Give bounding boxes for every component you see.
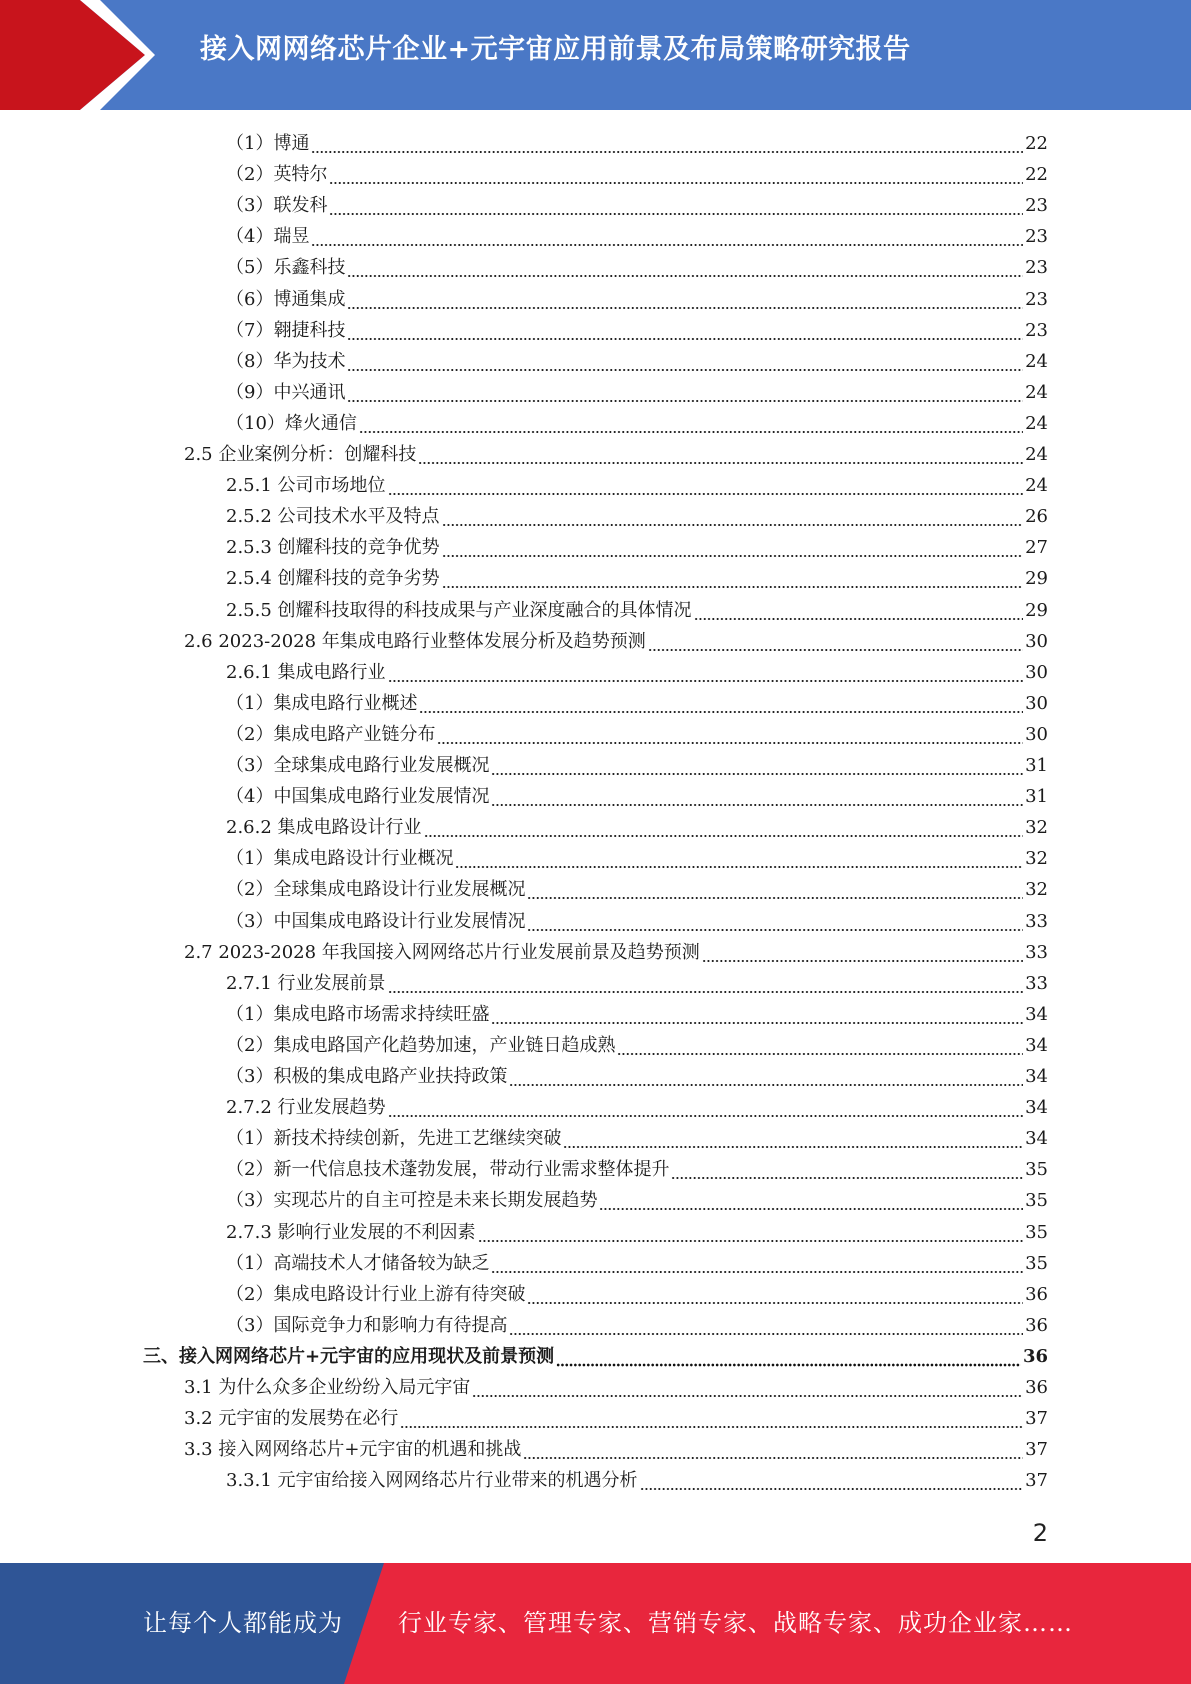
toc-dot-leader xyxy=(347,377,1023,408)
toc-entry-label: （7）翱捷科技 xyxy=(226,319,346,341)
toc-entry[interactable] xyxy=(226,221,1048,252)
toc-entry-page: 35 xyxy=(1025,1221,1048,1243)
toc-entry[interactable] xyxy=(226,1092,1048,1123)
toc-entry-page: 37 xyxy=(1025,1470,1048,1492)
toc-entry-label: （1）新技术持续创新，先进工艺继续突破 xyxy=(226,1128,562,1150)
toc-entry-label: （2）新一代信息技术蓬勃发展，带动行业需求整体提升 xyxy=(226,1159,670,1181)
toc-entry[interactable] xyxy=(226,128,1048,159)
toc-entry[interactable] xyxy=(226,1465,1048,1496)
toc-dot-leader xyxy=(437,719,1023,750)
toc-dot-leader xyxy=(617,1030,1023,1061)
toc-entry[interactable] xyxy=(226,968,1048,999)
toc-dot-leader xyxy=(424,812,1024,843)
toc-dot-leader xyxy=(491,750,1023,781)
toc-entry-label: （1）集成电路设计行业概况 xyxy=(226,848,454,870)
toc-dot-leader xyxy=(311,128,1023,159)
toc-entry-label: （1）集成电路市场需求持续旺盛 xyxy=(226,1003,490,1025)
toc-dot-leader xyxy=(599,1185,1023,1216)
toc-entry-label: （10）烽火通信 xyxy=(226,412,357,434)
toc-entry[interactable] xyxy=(226,719,1048,750)
toc-entry[interactable] xyxy=(184,1434,1048,1465)
toc-dot-leader xyxy=(347,346,1023,377)
toc-dot-leader xyxy=(648,626,1023,657)
toc-dot-leader xyxy=(556,1341,1021,1372)
toc-entry-page: 37 xyxy=(1025,1408,1048,1430)
toc-entry-label: 3.1 为什么众多企业纷纷入局元宇宙 xyxy=(184,1377,471,1398)
toc-entry[interactable] xyxy=(226,843,1048,874)
toc-entry-label: 三、接入网网络芯片+元宇宙的应用现状及前景预测 xyxy=(143,1345,555,1367)
toc-dot-leader xyxy=(491,1248,1023,1279)
toc-dot-leader xyxy=(329,190,1023,221)
toc-entry-page: 23 xyxy=(1025,226,1048,248)
toc-entry[interactable] xyxy=(226,1217,1048,1248)
toc-entry-label: 2.6 2023-2028 年集成电路行业整体发展分析及趋势预测 xyxy=(184,630,646,652)
toc-entry-page: 35 xyxy=(1025,1252,1048,1274)
toc-entry-label: 2.5.2 公司技术水平及特点 xyxy=(226,506,440,528)
toc-dot-leader xyxy=(563,1123,1023,1154)
toc-entry-page: 37 xyxy=(1025,1439,1048,1461)
toc-dot-leader xyxy=(359,408,1023,439)
toc-entry-label: 2.6.1 集成电路行业 xyxy=(226,661,386,683)
toc-dot-leader xyxy=(388,657,1024,688)
toc-entry-label: 2.5.5 创耀科技取得的科技成果与产业深度融合的具体情况 xyxy=(226,599,692,621)
toc-entry-label: 2.7.2 行业发展趋势 xyxy=(226,1097,386,1119)
toc-entry-label: （3）联发科 xyxy=(226,195,328,217)
toc-dot-leader xyxy=(455,843,1023,874)
toc-entry-label: （4）瑞昱 xyxy=(226,226,310,248)
toc-entry-page: 35 xyxy=(1025,1190,1048,1212)
toc-entry-page: 24 xyxy=(1025,475,1048,497)
toc-entry-page: 32 xyxy=(1025,848,1048,870)
toc-dot-leader xyxy=(442,501,1024,532)
toc-entry[interactable] xyxy=(226,1154,1048,1185)
toc-entry-label: （3）积极的集成电路产业扶持政策 xyxy=(226,1066,508,1087)
toc-dot-leader xyxy=(509,1310,1023,1341)
toc-entry-label: 2.6.2 集成电路设计行业 xyxy=(226,817,422,839)
toc-entry-label: （1）高端技术人才储备较为缺乏 xyxy=(226,1252,490,1274)
toc-entry-label: （2）全球集成电路设计行业发展概况 xyxy=(226,879,526,901)
toc-entry-page: 23 xyxy=(1025,319,1048,341)
toc-entry-page: 34 xyxy=(1025,1034,1048,1056)
toc-entry-page: 29 xyxy=(1025,568,1048,590)
toc-entry-page: 27 xyxy=(1025,537,1048,559)
toc-entry-label: 2.5.3 创耀科技的竞争优势 xyxy=(226,537,440,559)
toc-entry-label: 2.5 企业案例分析：创耀科技 xyxy=(184,444,417,465)
toc-dot-leader xyxy=(472,1372,1023,1403)
toc-entry-label: （3）实现芯片的自主可控是未来长期发展趋势 xyxy=(226,1190,598,1212)
toc-dot-leader xyxy=(388,968,1024,999)
toc-dot-leader xyxy=(419,688,1023,719)
toc-entry-page: 23 xyxy=(1025,195,1048,217)
toc-entry[interactable] xyxy=(226,1310,1048,1341)
toc-dot-leader xyxy=(640,1465,1024,1496)
page-number: 2 xyxy=(1032,1519,1048,1547)
toc-entry-page: 34 xyxy=(1025,1003,1048,1025)
toc-entry[interactable] xyxy=(226,501,1048,532)
toc-entry-label: （3）国际竞争力和影响力有待提高 xyxy=(226,1314,508,1336)
toc-entry-page: 24 xyxy=(1025,444,1048,465)
toc-entry[interactable] xyxy=(184,1403,1048,1434)
toc-entry-page: 23 xyxy=(1025,257,1048,279)
toc-entry[interactable] xyxy=(226,781,1048,812)
toc-entry-label: （9）中兴通讯 xyxy=(226,381,346,403)
toc-entry[interactable] xyxy=(226,377,1048,408)
toc-entry-label: （1）集成电路行业概述 xyxy=(226,692,418,714)
toc-entry-label: （1）博通 xyxy=(226,133,310,154)
toc-dot-leader xyxy=(527,874,1023,905)
toc-entry-label: 2.7.3 影响行业发展的不利因素 xyxy=(226,1221,476,1243)
toc-entry[interactable] xyxy=(226,408,1048,439)
toc-dot-leader xyxy=(491,781,1023,812)
toc-dot-leader xyxy=(478,1217,1024,1248)
toc-dot-leader xyxy=(347,315,1023,346)
toc-entry[interactable] xyxy=(226,563,1048,594)
toc-dot-leader xyxy=(347,252,1023,283)
toc-entry[interactable] xyxy=(184,626,1048,657)
toc-entry[interactable] xyxy=(226,315,1048,346)
toc-entry-page: 30 xyxy=(1025,630,1048,652)
toc-entry-page: 30 xyxy=(1025,692,1048,714)
toc-entry-page: 36 xyxy=(1025,1377,1048,1398)
toc-entry[interactable] xyxy=(143,1341,1048,1372)
toc-dot-leader xyxy=(523,1434,1023,1465)
toc-entry[interactable] xyxy=(226,1030,1048,1061)
toc-entry[interactable] xyxy=(226,750,1048,781)
toc-dot-leader xyxy=(388,470,1024,501)
toc-dot-leader xyxy=(400,1403,1023,1434)
toc-entry-label: 3.2 元宇宙的发展势在必行 xyxy=(184,1408,399,1430)
toc-entry[interactable] xyxy=(226,657,1048,688)
toc-dot-leader xyxy=(347,284,1023,315)
toc-entry[interactable] xyxy=(226,1185,1048,1216)
toc-entry-label: （3）中国集成电路设计行业发展情况 xyxy=(226,910,526,932)
toc-entry[interactable] xyxy=(184,937,1048,968)
toc-dot-leader xyxy=(527,1279,1023,1310)
toc-entry-page: 33 xyxy=(1025,941,1048,963)
toc-entry-page: 23 xyxy=(1025,288,1048,310)
toc-entry[interactable] xyxy=(184,1372,1048,1403)
toc-entry[interactable] xyxy=(184,439,1048,470)
toc-entry-label: 2.5.1 公司市场地位 xyxy=(226,475,386,497)
toc-entry[interactable] xyxy=(226,1061,1048,1092)
toc-entry-page: 33 xyxy=(1025,972,1048,994)
toc-entry[interactable] xyxy=(226,874,1048,905)
toc-entry[interactable] xyxy=(226,595,1048,626)
footer-slogan-left: 让每个人都能成为 xyxy=(143,1609,343,1637)
toc-dot-leader xyxy=(311,221,1023,252)
toc-entry-page: 32 xyxy=(1025,879,1048,901)
toc-entry-label: 2.7.1 行业发展前景 xyxy=(226,972,386,994)
toc-dot-leader xyxy=(702,937,1023,968)
toc-entry-page: 34 xyxy=(1025,1066,1048,1087)
toc-dot-leader xyxy=(671,1154,1023,1185)
toc-entry-page: 36 xyxy=(1025,1283,1048,1305)
toc-entry-label: （2）集成电路产业链分布 xyxy=(226,723,436,745)
toc-dot-leader xyxy=(442,563,1024,594)
toc-entry-label: 3.3 接入网网络芯片+元宇宙的机遇和挑战 xyxy=(184,1439,522,1461)
toc-entry[interactable] xyxy=(226,284,1048,315)
page-footer xyxy=(0,1563,1191,1684)
page-header xyxy=(0,0,1191,110)
toc-entry-page: 36 xyxy=(1025,1314,1048,1336)
toc-entry[interactable] xyxy=(226,190,1048,221)
toc-entry[interactable] xyxy=(226,159,1048,190)
toc-entry-page: 24 xyxy=(1025,381,1048,403)
footer-slogan-right: 行业专家、管理专家、营销专家、战略专家、成功企业家…… xyxy=(398,1609,1073,1637)
toc-entry-label: （3）全球集成电路行业发展概况 xyxy=(226,755,490,776)
toc-entry-label: 2.5.4 创耀科技的竞争劣势 xyxy=(226,568,440,590)
toc-entry-label: （2）集成电路国产化趋势加速，产业链日趋成熟 xyxy=(226,1034,616,1056)
toc-entry-page: 31 xyxy=(1025,755,1048,776)
toc-entry[interactable] xyxy=(226,532,1048,563)
toc-entry[interactable] xyxy=(226,1123,1048,1154)
toc-entry-label: （6）博通集成 xyxy=(226,288,346,310)
toc-dot-leader xyxy=(329,159,1023,190)
toc-entry-label: （5）乐鑫科技 xyxy=(226,257,346,279)
toc-entry-label: （2）集成电路设计行业上游有待突破 xyxy=(226,1283,526,1305)
toc-dot-leader xyxy=(388,1092,1024,1123)
toc-entry-page: 26 xyxy=(1025,506,1048,528)
toc-dot-leader xyxy=(509,1061,1023,1092)
toc-entry-page: 22 xyxy=(1025,164,1048,186)
toc-entry[interactable] xyxy=(226,812,1048,843)
toc-entry[interactable] xyxy=(226,470,1048,501)
toc-dot-leader xyxy=(491,999,1023,1030)
toc-entry-page: 30 xyxy=(1025,661,1048,683)
toc-entry-page: 33 xyxy=(1025,910,1048,932)
toc-entry-label: （2）英特尔 xyxy=(226,164,328,186)
toc-entry-page: 34 xyxy=(1025,1128,1048,1150)
toc-dot-leader xyxy=(694,595,1024,626)
toc-entry[interactable] xyxy=(226,999,1048,1030)
toc-entry-page: 24 xyxy=(1025,350,1048,372)
toc-entry-page: 32 xyxy=(1025,817,1048,839)
toc-entry[interactable] xyxy=(226,906,1048,937)
toc-entry[interactable] xyxy=(226,346,1048,377)
toc-entry-page: 31 xyxy=(1025,786,1048,808)
toc-entry-label: 3.3.1 元宇宙给接入网网络芯片行业带来的机遇分析 xyxy=(226,1470,638,1492)
toc-entry-label: 2.7 2023-2028 年我国接入网网络芯片行业发展前景及趋势预测 xyxy=(184,941,700,963)
toc-dot-leader xyxy=(442,532,1024,563)
toc-entry[interactable] xyxy=(226,252,1048,283)
toc-entry-page: 29 xyxy=(1025,599,1048,621)
toc-dot-leader xyxy=(418,439,1023,470)
toc-entry-page: 34 xyxy=(1025,1097,1048,1119)
toc-entry-label: （8）华为技术 xyxy=(226,350,346,372)
toc-entry-page: 30 xyxy=(1025,723,1048,745)
toc-entry[interactable] xyxy=(226,688,1048,719)
toc-entry-page: 35 xyxy=(1025,1159,1048,1181)
toc-entry[interactable] xyxy=(226,1248,1048,1279)
toc-entry-label: （4）中国集成电路行业发展情况 xyxy=(226,786,490,808)
toc-entry-page: 36 xyxy=(1022,1345,1048,1367)
toc-dot-leader xyxy=(527,906,1023,937)
toc-entry[interactable] xyxy=(226,1279,1048,1310)
report-title: 接入网网络芯片企业+元宇宙应用前景及布局策略研究报告 xyxy=(200,34,911,65)
toc-entry-page: 22 xyxy=(1025,133,1048,154)
toc-entry-page: 24 xyxy=(1025,412,1048,434)
